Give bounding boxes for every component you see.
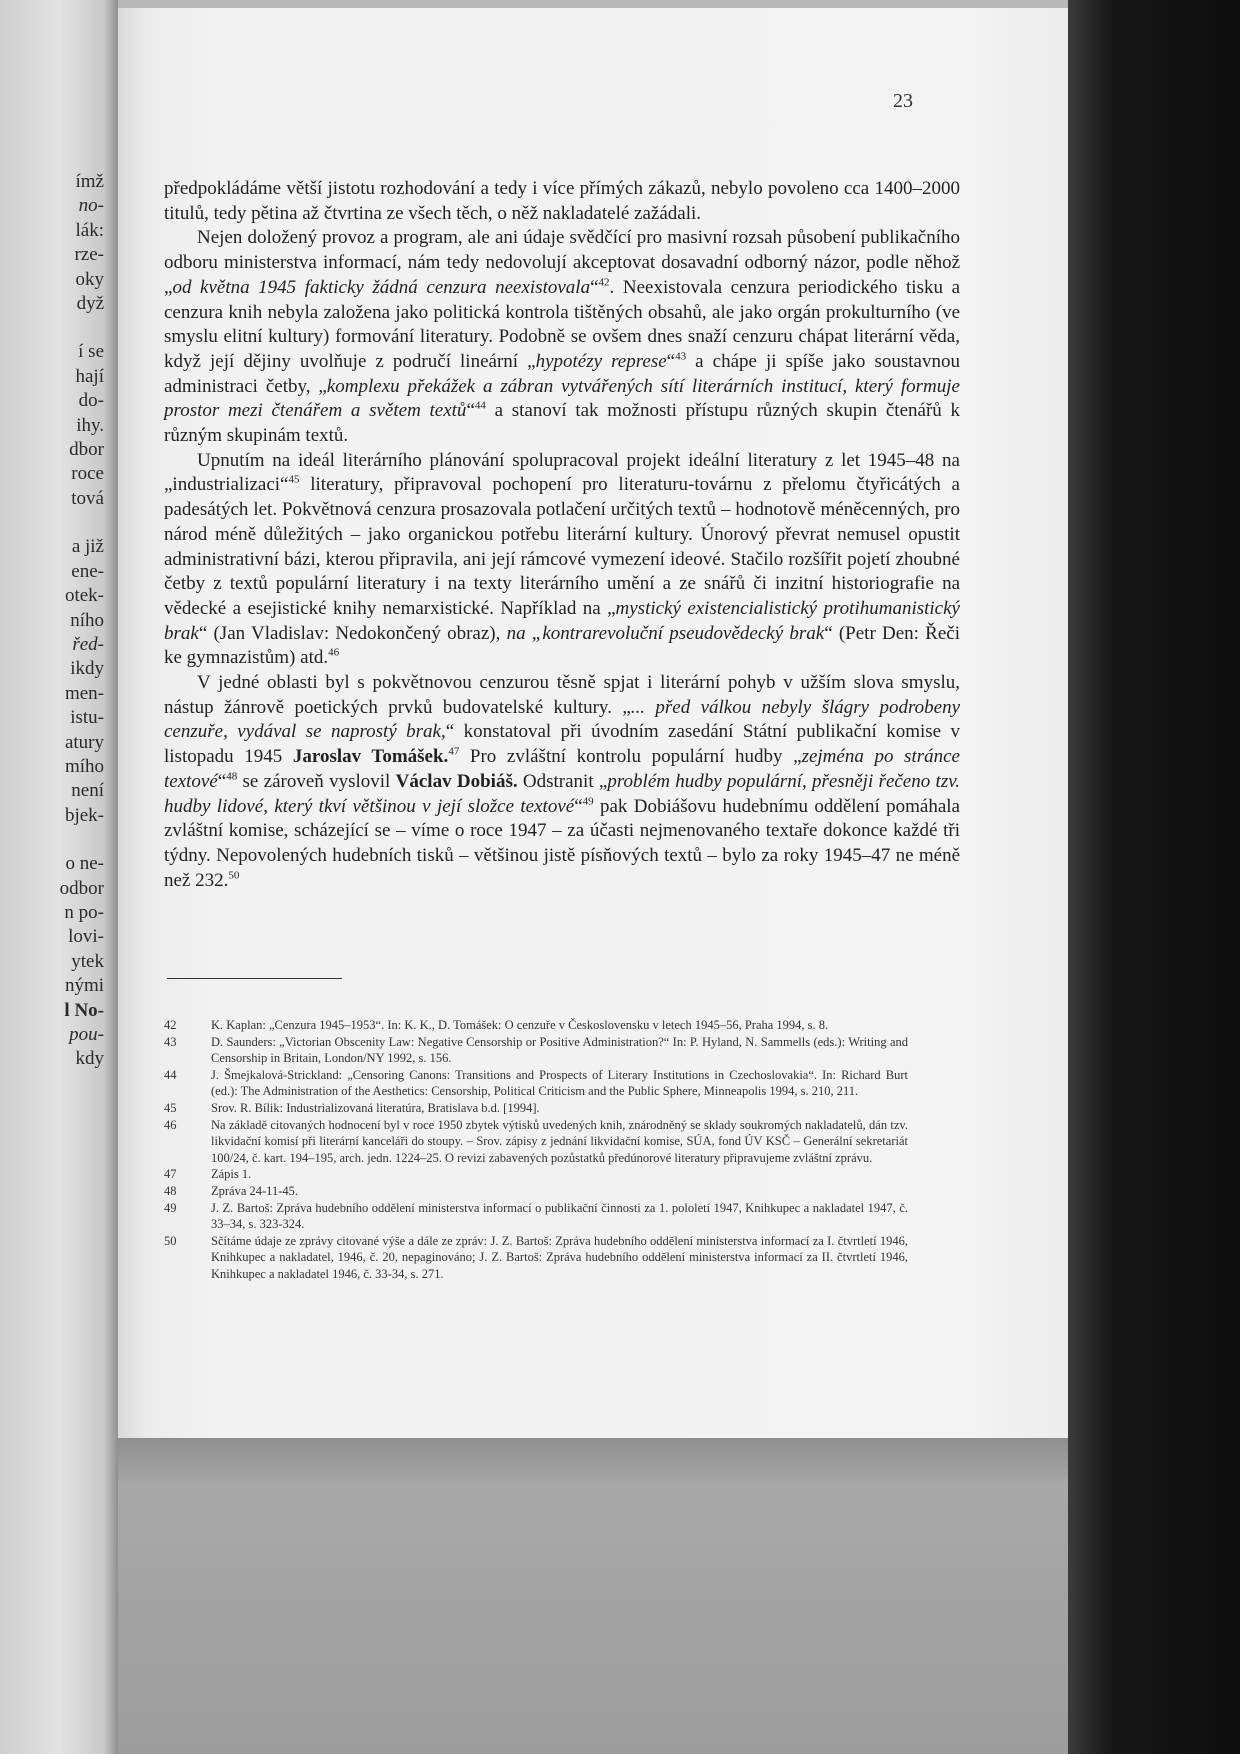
footnote-number: 46: [164, 1117, 177, 1132]
footnote-reference: 44: [474, 400, 486, 412]
footnote: [164, 1233, 908, 1283]
text-run: předpokládáme větší jistotu rozhodování a tedy i více přímých zákazů, nebylo povoleno cca 1400–2000 titulů, tedy pětina až čtvrtina ze všech těch, o něž nakladatelé zažádali.: [164, 178, 960, 224]
footnote-text: Sčítáme údaje ze zprávy citované výše a dále ze zpráv: J. Z. Bartoš: Zpráva hudebního oddělení ministerstva informací za I. čtvrtletí 1946, Knihkupec a nakladatel, 1946, č. 20, nepaginováno; J. Z. Bartoš: Zpráva hudebního oddělení ministerstva informací za II. čtvrtletí 1946, Knihkupec a nakladatel 1946, č. 33-34, s. 271.: [211, 1233, 908, 1281]
text-run: V jedné oblasti byl s pokvětnovou cenzurou těsně spjat i literární pohyb v užším slova smyslu, nástup žánrově poetických prvků budovatelské kultury. „: [164, 672, 960, 718]
footnote-reference: 43: [675, 350, 687, 363]
text-run: “: [217, 770, 227, 792]
left-column-line: oky: [75, 268, 104, 290]
left-column-gap: [14, 316, 104, 340]
footnote-number: 44: [164, 1067, 177, 1082]
left-column-line: do-: [78, 390, 104, 412]
text-run: se zároveň vyslovil: [237, 770, 396, 792]
left-column-line: lák:: [75, 219, 104, 241]
left-column-line: men-: [64, 682, 104, 704]
scanner-background-bottom: [118, 1438, 1068, 1754]
left-column-line: řed-: [72, 633, 104, 655]
footnote-reference: 50: [228, 869, 240, 882]
footnote-reference: 46: [328, 647, 340, 660]
text-run: “: [666, 350, 676, 372]
footnote-text: K. Kaplan: „Cenzura 1945–1953“. In: K. K., D. Tomášek: O cenzuře v Československu v letech 1945–56, Praha 1994, s. 8.: [211, 1018, 829, 1032]
footnote-reference: 47: [448, 745, 460, 758]
footnote-reference: 49: [582, 795, 594, 808]
footnote-number: 48: [164, 1183, 177, 1198]
footnote-number: 50: [164, 1233, 177, 1248]
left-column-line: no-: [78, 195, 104, 217]
footnote-text: Zpráva 24-11-45.: [211, 1183, 299, 1198]
footnote: [164, 1200, 908, 1233]
main-body-text: [164, 177, 960, 893]
body-paragraph: [164, 671, 960, 893]
left-column-line: a již: [71, 536, 104, 558]
body-paragraph: [164, 449, 960, 671]
left-column-line: mího: [64, 755, 104, 777]
footnote-text: J. Šmejkalová-Strickland: „Censoring Canons: Transitions and Prospects of Literary Institutions in Czechoslovakia“. In: Richard Burt (ed.): The Administration of the Aesthetics: Censorship, Political Criticism and the Public Sphere, Minneapolis 1994, s. 210, 211.: [211, 1067, 908, 1099]
text-run: literatury, připravoval pochopení pro literaturu-továrnu z přelomu čtyřicátých a padesátých let. Pokvětnová cenzura prosazovala potlačení určitých textů – hodnotově méněcenných, pro národ méně důležitých – jako organickou potřebu literární kultury. Únorový převrat nemusel opustit administrativní bázi, kterou připravila, ani její rámcové vymezení ideové. Stačilo rozšířit pojetí zhoubné četby z textů populární literatury i na texty literárního umění a ze snářů či inzitní historiografie na vědecké a esejistické knihy nemarxistické. Například na „: [164, 474, 960, 619]
text-run: Upnutím na ideál literárního plánování spolupracoval projekt ideální literatury z let 1945–48 na „industrializaci“: [164, 449, 960, 496]
left-column-line: bjek-: [64, 804, 104, 826]
text-run: “ konstatoval při úvodním zasedání Státní publikační komise v listopadu 1945: [164, 721, 960, 768]
text-run: “ (Jan Vladislav: Nedokončený obraz),: [198, 622, 507, 644]
text-run: “ (Petr Den: Řeči ke gymnazistům) atd.: [164, 622, 960, 669]
footnote-text: J. Z. Bartoš: Zpráva hudebního oddělení ministerstva informací o publikační činnosti za 1. pololetí 1947, Knihkupec a nakladatel 1947, č. 33–34, s. 323-324.: [211, 1200, 908, 1232]
left-column-line: atury: [64, 731, 104, 753]
footnote-reference: 42: [598, 276, 610, 289]
text-run: pak Dobiášovu hudebnímu oddělení pomáhala zvláštní komise, scházející se – víme o roce 1947 – za účasti nejmenovaného textaře dokonce každé tři týdny. Nepovolených hudebních tisků – většinou jistě písňových textů – bylo za roky 1945–47 ne méně než 232.: [164, 795, 960, 891]
italic-quote: zejména po stránce textové: [164, 746, 960, 792]
italic-quote: problém hudby populární, přesněji řečeno tzv. hudby lidové, který tkví většinou v její složce textové: [164, 770, 960, 817]
left-column-line: ihy.: [76, 414, 104, 436]
left-column-line: pou-: [69, 1024, 104, 1045]
left-column-line: není: [71, 780, 104, 802]
footnote: [164, 1183, 908, 1200]
footnote: [164, 1017, 908, 1034]
italic-quote: od května 1945 fakticky žádná cenzura neexistovala: [172, 276, 591, 298]
footnote-separator: [167, 978, 342, 979]
italic-quote: mystický existencialistický protihumanistický brak: [164, 597, 960, 644]
text-run: “: [466, 400, 475, 422]
left-column-line: odbor: [59, 877, 104, 899]
footnote-text: Zápis 1.: [211, 1167, 252, 1182]
text-run: a chápe ji spíše jako soustavnou administraci četby, „: [164, 350, 960, 397]
left-column-line: lovi-: [68, 926, 104, 948]
left-column-line: otek-: [64, 585, 104, 607]
left-column-line: kdy: [75, 1048, 104, 1070]
body-paragraph: [164, 226, 960, 448]
bold-name: Václav Dobiáš.: [395, 770, 518, 792]
left-column-line: í se: [78, 341, 104, 363]
footnotes-section: [164, 1017, 908, 1283]
footnote: [164, 1100, 908, 1117]
footnote-reference: 48: [226, 770, 238, 783]
previous-page-text-column: [14, 170, 104, 1072]
scanner-shadow-right: [1068, 0, 1240, 1754]
left-column-line: l No-: [64, 999, 104, 1021]
left-column-gap: [14, 828, 104, 852]
footnote-number: 42: [164, 1018, 177, 1032]
left-column-gap: [14, 511, 104, 535]
left-column-line: ního: [70, 609, 104, 631]
italic-quote: hypotézy represe: [535, 350, 667, 372]
footnote-reference: 45: [288, 474, 300, 487]
left-column-line: dbor: [69, 439, 104, 461]
body-paragraph: [164, 177, 960, 226]
footnote: [164, 1166, 908, 1183]
left-column-line: tová: [71, 487, 104, 509]
footnote: [164, 1117, 908, 1167]
footnote: [164, 1034, 908, 1067]
text-run: a stanoví tak možnosti přístupu různých skupin čtenářů k různým skupinám textů.: [164, 400, 960, 447]
left-column-line: roce: [71, 463, 104, 485]
left-column-line: ene-: [71, 560, 104, 582]
italic-quote: ... před válkou nebyly šlágry podrobeny cenzuře, vydával se naprostý brak,: [164, 696, 960, 743]
footnote-text: D. Saunders: „Victorian Obscenity Law: Negative Censorship or Positive Administration?“ In: P. Hyland, N. Sammells (eds.): Writing and Censorship in Britain, London/NY 1992, s. 156.: [211, 1034, 908, 1066]
text-run: Pro zvláštní kontrolu populární hudby „: [459, 746, 802, 768]
left-column-line: n po-: [64, 901, 104, 923]
text-run: . Neexistovala cenzura periodického tisku a cenzura knih nebyla založena jako politická kontrola tištěných obsahů, ale jako orgán prokulturního (ve smyslu elitní kultury) formování literatury. Podobně se ovšem dnes snaží cenzuru chápat literární věda, když její dějiny uvolňuje z područí lineární „: [164, 276, 960, 372]
text-run: “: [574, 795, 583, 817]
left-column-line: rze-: [74, 244, 104, 266]
footnote-text: Na základě citovaných hodnocení byl v roce 1950 zbytek výtisků uvedených knih, znárodněný se sklady soukromých nakladatelů, dán tzv. likvidační komisí při literární kanceláři do stoupy. – Srov. zápisy z jednání likvidační komise, SÚA, fond ÚV KSČ – Generální sekretariát 100/24, č. kart. 194–195, arch. jedn. 1224–25. O revizi zabavených pozůstatků předúnorové literatury připravujeme zvláštní zprávu.: [211, 1117, 908, 1165]
left-column-line: hají: [75, 365, 104, 387]
text-run: “: [590, 276, 599, 298]
bold-name: Jaroslav Tomášek.: [292, 746, 449, 768]
footnote-number: 43: [164, 1034, 177, 1049]
left-column-line: ímž: [75, 171, 104, 192]
italic-quote: na „kontrarevoluční pseudovědecký brak: [506, 622, 825, 644]
left-column-line: ytek: [71, 950, 104, 972]
italic-quote: komplexu překážek a zábran vytvářených sítí literárních institucí, který formuje prostor mezi čtenářem a světem textů: [164, 375, 960, 422]
text-run: Odstranit „: [517, 770, 608, 792]
left-column-line: ikdy: [70, 658, 104, 680]
page-number: 23: [893, 90, 913, 112]
text-run: Nejen doložený provoz a program, ale ani údaje svědčící pro masivní rozsah působení publikačního odboru ministerstva informací, nám tedy nedovolují akceptovat dosavadní odborný názor, podle něhož „: [164, 227, 960, 298]
left-column-line: dyž: [76, 293, 104, 315]
left-column-line: o ne-: [65, 853, 104, 875]
footnote: [164, 1067, 908, 1100]
previous-page-edge: [0, 0, 118, 1754]
left-column-line: istu-: [70, 707, 104, 729]
footnote-number: 49: [164, 1200, 177, 1215]
footnote-text: Srov. R. Bílik: Industrializovaná literatúra, Bratislava b.d. [1994].: [211, 1100, 540, 1115]
left-column-line: nými: [64, 975, 104, 997]
footnote-number: 47: [164, 1167, 177, 1182]
footnote-number: 45: [164, 1100, 177, 1115]
